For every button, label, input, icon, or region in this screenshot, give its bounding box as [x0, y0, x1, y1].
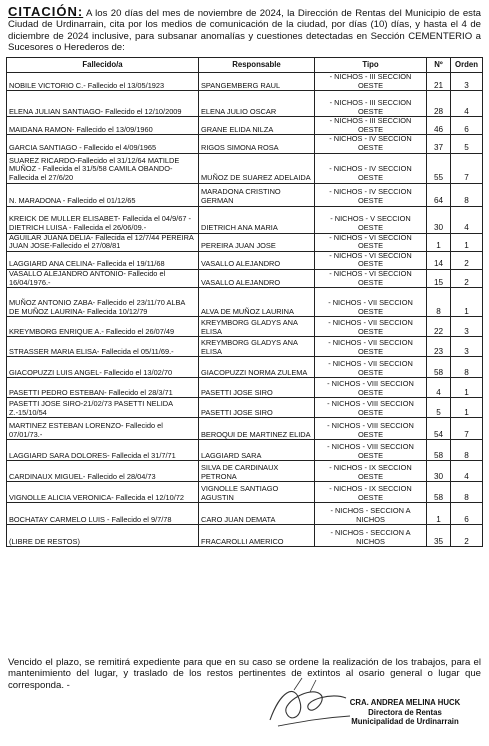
cell-responsable: GRANE ELIDA NILZA — [199, 117, 315, 135]
cell-fallecido: AGUILAR JUANA DELIA- Fallecida el 12/7/44 PEREIRA JUAN JOSE-Fallecido el 27/08/81 — [7, 233, 199, 251]
cell-tipo: - NICHOS - III SECCION OESTE — [315, 117, 427, 135]
cell-fallecido: MAIDANA RAMON- Fallecido el 13/09/1960 — [7, 117, 199, 135]
cell-tipo: - NICHOS - VIII SECCION OESTE — [315, 418, 427, 440]
table-row — [7, 153, 483, 183]
signature-block — [330, 698, 480, 727]
table-row — [7, 233, 483, 251]
cell-responsable: SILVA DE CARDINAUX PETRONA — [199, 461, 315, 482]
table-row — [7, 461, 483, 482]
cell-numero: 28 — [427, 91, 451, 117]
table-header-row — [7, 58, 483, 73]
cell-fallecido: MUÑOZ ANTONIO ZABA- Fallecido el 23/11/70 ALBA DE MUÑOZ LAURINA- Fallecida 10/12/79 — [7, 288, 199, 317]
cell-fallecido: (LIBRE DE RESTOS) — [7, 525, 199, 547]
header-tipo: Tipo — [315, 58, 427, 73]
cell-tipo: - NICHOS - III SECCION OESTE — [315, 73, 427, 91]
cell-numero: 30 — [427, 461, 451, 482]
cell-responsable: GIACOPUZZI NORMA ZULEMA — [199, 357, 315, 378]
citation-intro — [8, 6, 481, 54]
cell-fallecido: ELENA JULIAN SANTIAGO- Fallecido el 12/10/2009 — [7, 91, 199, 117]
cell-tipo: - NICHOS - VII SECCION OESTE — [315, 317, 427, 337]
table-row — [7, 482, 483, 503]
cell-responsable: LAGGIARD SARA — [199, 440, 315, 461]
cell-tipo: - NICHOS - IV SECCION OESTE — [315, 153, 427, 183]
header-fallecido: Fallecido/a — [7, 58, 199, 73]
cell-fallecido: MARTINEZ ESTEBAN LORENZO- Fallecido el 07/01/73.- — [7, 418, 199, 440]
cell-numero: 58 — [427, 482, 451, 503]
cell-orden: 1 — [451, 233, 483, 251]
table-row — [7, 135, 483, 153]
cell-fallecido: STRASSER MARIA ELISA- Fallecida el 05/11/69.- — [7, 337, 199, 357]
cell-tipo: - NICHOS - IV SECCION OESTE — [315, 135, 427, 153]
cell-responsable: SPANGEMBERG RAUL — [199, 73, 315, 91]
cell-fallecido: PASETTI JOSE SIRO-21/02/73 PASETTI NELIDA Z.-15/10/54 — [7, 398, 199, 418]
table-row — [7, 117, 483, 135]
cell-fallecido: KREICK DE MULLER ELISABET- Fallecida el 04/9/67 - DIETRICH LUISA - Fallecida el 26/06/09.- — [7, 206, 199, 233]
cell-responsable: PASETTI JOSE SIRO — [199, 378, 315, 398]
cell-numero: 22 — [427, 317, 451, 337]
cell-fallecido: GIACOPUZZI LUIS ANGEL- Fallecido el 13/02/70 — [7, 357, 199, 378]
table-row — [7, 269, 483, 287]
cell-tipo: - NICHOS - VI SECCION OESTE — [315, 233, 427, 251]
signer-name: CRA. ANDREA MELINA HUCK — [349, 698, 461, 707]
cell-orden: 1 — [451, 398, 483, 418]
cell-numero: 5 — [427, 398, 451, 418]
cell-numero: 64 — [427, 183, 451, 206]
cell-tipo: - NICHOS - SECCION A NICHOS — [315, 503, 427, 525]
table-row — [7, 251, 483, 269]
cell-orden: 2 — [451, 525, 483, 547]
cell-tipo: - NICHOS - VII SECCION OESTE — [315, 357, 427, 378]
cell-tipo: - NICHOS - VII SECCION OESTE — [315, 288, 427, 317]
cell-orden: 6 — [451, 503, 483, 525]
cell-numero: 30 — [427, 206, 451, 233]
cell-fallecido: LAGGIARD SARA DOLORES- Fallecida el 31/7/71 — [7, 440, 199, 461]
cell-orden: 1 — [451, 378, 483, 398]
table-row — [7, 503, 483, 525]
cell-responsable: PEREIRA JUAN JOSE — [199, 233, 315, 251]
citation-text: A los 20 días del mes de noviembre de 2024, la Dirección de Rentas del Municipio de esta Ciudad de Urdinarrain, cita por los medios de comunicación de la ciudad, por días (10) días, y hasta el 4 de diciembre de 2024 inclusive, para subsanar anomalías y cuestiones detectadas en Sección CEMENTERIO a Sucesores o Herederos de: — [8, 8, 481, 54]
cell-orden: 3 — [451, 73, 483, 91]
cell-tipo: - NICHOS - VIII SECCION OESTE — [315, 440, 427, 461]
table-row — [7, 73, 483, 91]
cell-tipo: - NICHOS - IV SECCION OESTE — [315, 183, 427, 206]
cell-orden: 8 — [451, 482, 483, 503]
cell-orden: 4 — [451, 461, 483, 482]
cell-responsable: VASALLO ALEJANDRO — [199, 251, 315, 269]
cell-fallecido: GARCIA SANTIAGO - Fallecido el 4/09/1965 — [7, 135, 199, 153]
cell-responsable: RIGOS SIMONA ROSA — [199, 135, 315, 153]
cell-responsable: MARADONA CRISTINO GERMAN — [199, 183, 315, 206]
cell-orden: 3 — [451, 317, 483, 337]
cell-orden: 2 — [451, 269, 483, 287]
cell-responsable: KREYMBORG GLADYS ANA ELISA — [199, 317, 315, 337]
header-orden: Orden — [451, 58, 483, 73]
cell-numero: 35 — [427, 525, 451, 547]
cell-tipo: - NICHOS - IX SECCION OESTE — [315, 482, 427, 503]
header-responsable: Responsable — [199, 58, 315, 73]
deceased-table — [6, 57, 483, 547]
cell-numero: 23 — [427, 337, 451, 357]
cell-numero: 14 — [427, 251, 451, 269]
cell-orden: 8 — [451, 357, 483, 378]
cell-responsable: KREYMBORG GLADYS ANA ELISA — [199, 337, 315, 357]
cell-responsable: ELENA JULIO OSCAR — [199, 91, 315, 117]
citation-heading: CITACIÓN: — [8, 4, 84, 19]
cell-numero: 1 — [427, 503, 451, 525]
cell-orden: 7 — [451, 418, 483, 440]
cell-fallecido: VIGNOLLE ALICIA VERONICA- Fallecida el 12/10/72 — [7, 482, 199, 503]
cell-tipo: - NICHOS - V SECCION OESTE — [315, 206, 427, 233]
table-row — [7, 440, 483, 461]
table-row — [7, 91, 483, 117]
cell-orden: 8 — [451, 183, 483, 206]
table-row — [7, 337, 483, 357]
cell-responsable: PASETTI JOSE SIRO — [199, 398, 315, 418]
cell-tipo: - NICHOS - VI SECCION OESTE — [315, 269, 427, 287]
cell-tipo: - NICHOS - VIII SECCION OESTE — [315, 398, 427, 418]
cell-fallecido: NOBILE VICTORIO C.- Fallecido el 13/05/1923 — [7, 73, 199, 91]
table-row — [7, 183, 483, 206]
cell-fallecido: PASETTI PEDRO ESTEBAN- Fallecido el 28/3/71 — [7, 378, 199, 398]
cell-responsable: VASALLO ALEJANDRO — [199, 269, 315, 287]
cell-numero: 15 — [427, 269, 451, 287]
header-numero: Nº — [427, 58, 451, 73]
cell-tipo: - NICHOS - VI SECCION OESTE — [315, 251, 427, 269]
table-row — [7, 288, 483, 317]
cell-tipo: - NICHOS - SECCION A NICHOS — [315, 525, 427, 547]
table-row — [7, 378, 483, 398]
cell-numero: 58 — [427, 357, 451, 378]
cell-fallecido: KREYMBORG ENRIQUE A.- Fallecido el 26/07/49 — [7, 317, 199, 337]
cell-responsable: ALVA DE MUÑOZ LAURINA — [199, 288, 315, 317]
table-row — [7, 206, 483, 233]
cell-orden: 5 — [451, 135, 483, 153]
cell-fallecido: SUAREZ RICARDO-Fallecido el 31/12/64 MATILDE MUÑOZ - Fallecida el 31/5/58 CAMILA OBANDO- Fallecida el 27/6/20 — [7, 153, 199, 183]
cell-responsable: FRACAROLLI AMERICO — [199, 525, 315, 547]
cell-fallecido: BOCHATAY CARMELO LUIS - Fallecido el 9/7/78 — [7, 503, 199, 525]
cell-tipo: - NICHOS - IX SECCION OESTE — [315, 461, 427, 482]
cell-fallecido: LAGGIARD ANA CELINA- Fallecida el 19/11/68 — [7, 251, 199, 269]
cell-orden: 4 — [451, 91, 483, 117]
cell-responsable: MUÑOZ DE SUAREZ ADELAIDA — [199, 153, 315, 183]
table-row — [7, 398, 483, 418]
cell-orden: 2 — [451, 251, 483, 269]
table-row — [7, 357, 483, 378]
cell-tipo: - NICHOS - VII SECCION OESTE — [315, 337, 427, 357]
signer-role: Directora de Rentas — [368, 707, 442, 717]
cell-orden: 1 — [451, 288, 483, 317]
cell-numero: 1 — [427, 233, 451, 251]
table-row — [7, 418, 483, 440]
cell-fallecido: CARDINAUX MIGUEL- Fallecido el 28/04/73 — [7, 461, 199, 482]
closing-paragraph: Vencido el plazo, se remitirá expediente para que en su caso se ordene la realización de los trabajos, para el mantenimiento del lugar, y traslado de los restos pertinentes de extintos al osario general o lugar que corresponda. - — [8, 657, 481, 691]
cell-responsable: DIETRICH ANA MARIA — [199, 206, 315, 233]
cell-orden: 4 — [451, 206, 483, 233]
cell-numero: 8 — [427, 288, 451, 317]
cell-orden: 6 — [451, 117, 483, 135]
cell-responsable: CARO JUAN DEMATA — [199, 503, 315, 525]
cell-numero: 58 — [427, 440, 451, 461]
cell-responsable: VIGNOLLE SANTIAGO AGUSTIN — [199, 482, 315, 503]
signer-org: Municipalidad de Urdinarrain — [351, 717, 459, 727]
cell-numero: 54 — [427, 418, 451, 440]
table-row — [7, 525, 483, 547]
cell-fallecido: N. MARADONA - Fallecido el 01/12/65 — [7, 183, 199, 206]
cell-responsable: BEROQUI DE MARTINEZ ELIDA — [199, 418, 315, 440]
cell-numero: 55 — [427, 153, 451, 183]
cell-numero: 21 — [427, 73, 451, 91]
cell-orden: 7 — [451, 153, 483, 183]
cell-tipo: - NICHOS - III SECCION OESTE — [315, 91, 427, 117]
table-row — [7, 317, 483, 337]
cell-numero: 46 — [427, 117, 451, 135]
cell-orden: 8 — [451, 440, 483, 461]
cell-numero: 4 — [427, 378, 451, 398]
cell-orden: 3 — [451, 337, 483, 357]
cell-numero: 37 — [427, 135, 451, 153]
cell-fallecido: VASALLO ALEJANDRO ANTONIO- Fallecido el 16/04/1976.- — [7, 269, 199, 287]
cell-tipo: - NICHOS - VIII SECCION OESTE — [315, 378, 427, 398]
